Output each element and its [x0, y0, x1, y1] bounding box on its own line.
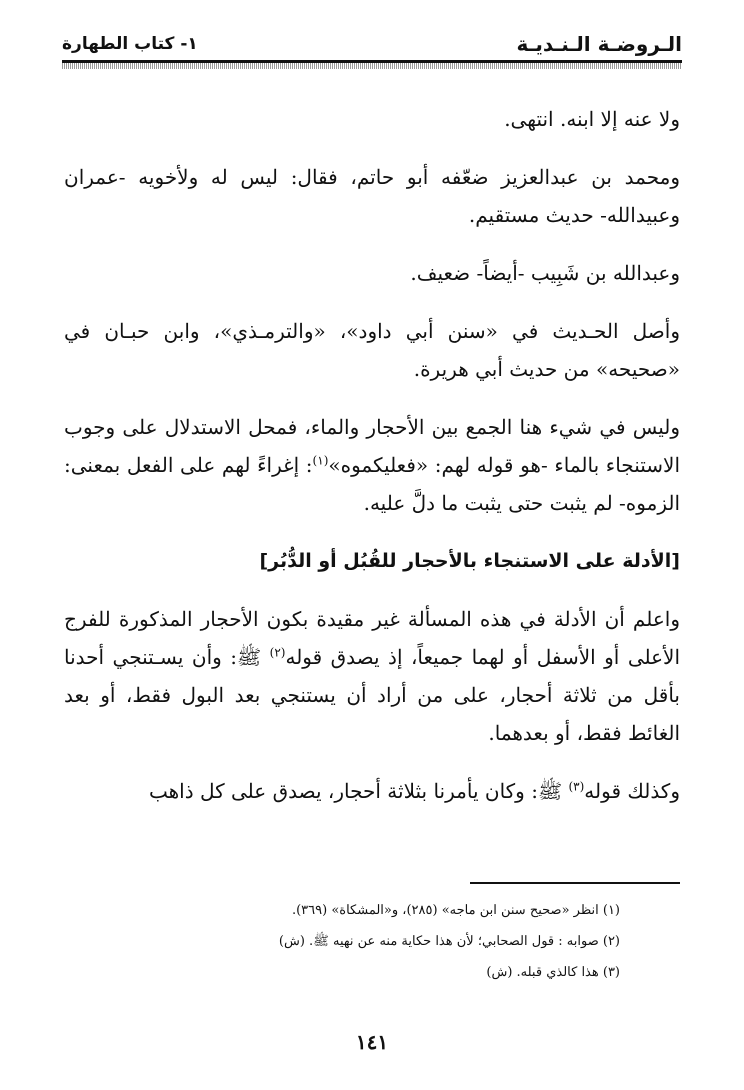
- chapter-title: ١- كتاب الطهارة: [62, 34, 198, 54]
- header-decorative-band: [62, 63, 682, 69]
- footnote-separator: [470, 882, 680, 884]
- paragraph-1: ولا عنه إلا ابنه. انتهى.: [504, 107, 680, 131]
- paragraph-5-text-b: : إغراءً لهم على الفعل بمعنى: الزموه- لم يثبت حتى يثبت ما دلَّ عليه.: [64, 453, 680, 515]
- running-header: [62, 30, 682, 60]
- footnotes: [64, 895, 620, 988]
- page-number: ١٤١: [355, 1030, 389, 1054]
- paragraph-6-text-b: ﷺ: وأن يسـتنجي أحدنا بأقل من ثلاثة أحجار، على من أراد أن يستنجي بعد البول فقط، أو بعد الغائط فقط، أو بعدهما.: [64, 645, 680, 745]
- book-title: الـروضـة الـنـديـة: [516, 32, 682, 56]
- paragraph-5: [64, 408, 680, 522]
- paragraph-7-text-b: ﷺ: وكان يأمرنا بثلاثة أحجار، يصدق على كل ذاهب: [148, 779, 569, 803]
- paragraph-4: وأصل الحـديث في «سنن أبي داود»، «والترمـذي»، وابن حبـان في «صحيحه» من حديث أبي هريرة.: [64, 319, 680, 381]
- footnote-ref-3: (٣): [568, 779, 585, 794]
- footnote-ref-2: (٢): [269, 645, 286, 660]
- paragraph-7: [64, 772, 680, 810]
- paragraph-5-text-a: وليس في شيء هنا الجمع بين الأحجار والماء، فمحل الاستدلال على وجوب الاستنجاء بالماء -هو قوله لهم: «فعليكموه»: [64, 415, 681, 477]
- footnote-3: (٣) هذا كالذي قبله. (ش): [486, 965, 620, 980]
- footnote-1: (١) انظر «صحيح سنن ابن ماجه» (٢٨٥)، و«المشكاة» (٣٦٩).: [291, 903, 620, 918]
- footnote-2: (٢) صوابه : قول الصحابي؛ لأن هذا حكاية منه عن نهيه ﷺ. (ش): [278, 934, 620, 949]
- paragraph-3: وعبدالله بن شَبِيب -أيضاً- ضعيف.: [410, 261, 680, 285]
- paragraph-6-text-a: واعلم أن الأدلة في هذه المسألة غير مقيدة بكون الأحجار المذكورة للفرج الأعلى أو الأسفل أو لهما جميعاً، إذ يصدق قوله: [64, 607, 681, 669]
- footnote-ref-1: (١): [312, 453, 329, 468]
- paragraph-6: [64, 600, 680, 752]
- paragraph-7-text-a: وكذلك قوله: [584, 779, 680, 803]
- paragraph-2: ومحمد بن عبدالعزيز ضعّفه أبو حاتم، فقال: ليس له ولأخويه -عمران وعبيدالله- حديث مستقيم.: [64, 165, 680, 227]
- section-heading: [الأدلة على الاستنجاء بالأحجار للقُبُل أو الدُّبُر]: [259, 550, 680, 572]
- main-text: [64, 100, 680, 830]
